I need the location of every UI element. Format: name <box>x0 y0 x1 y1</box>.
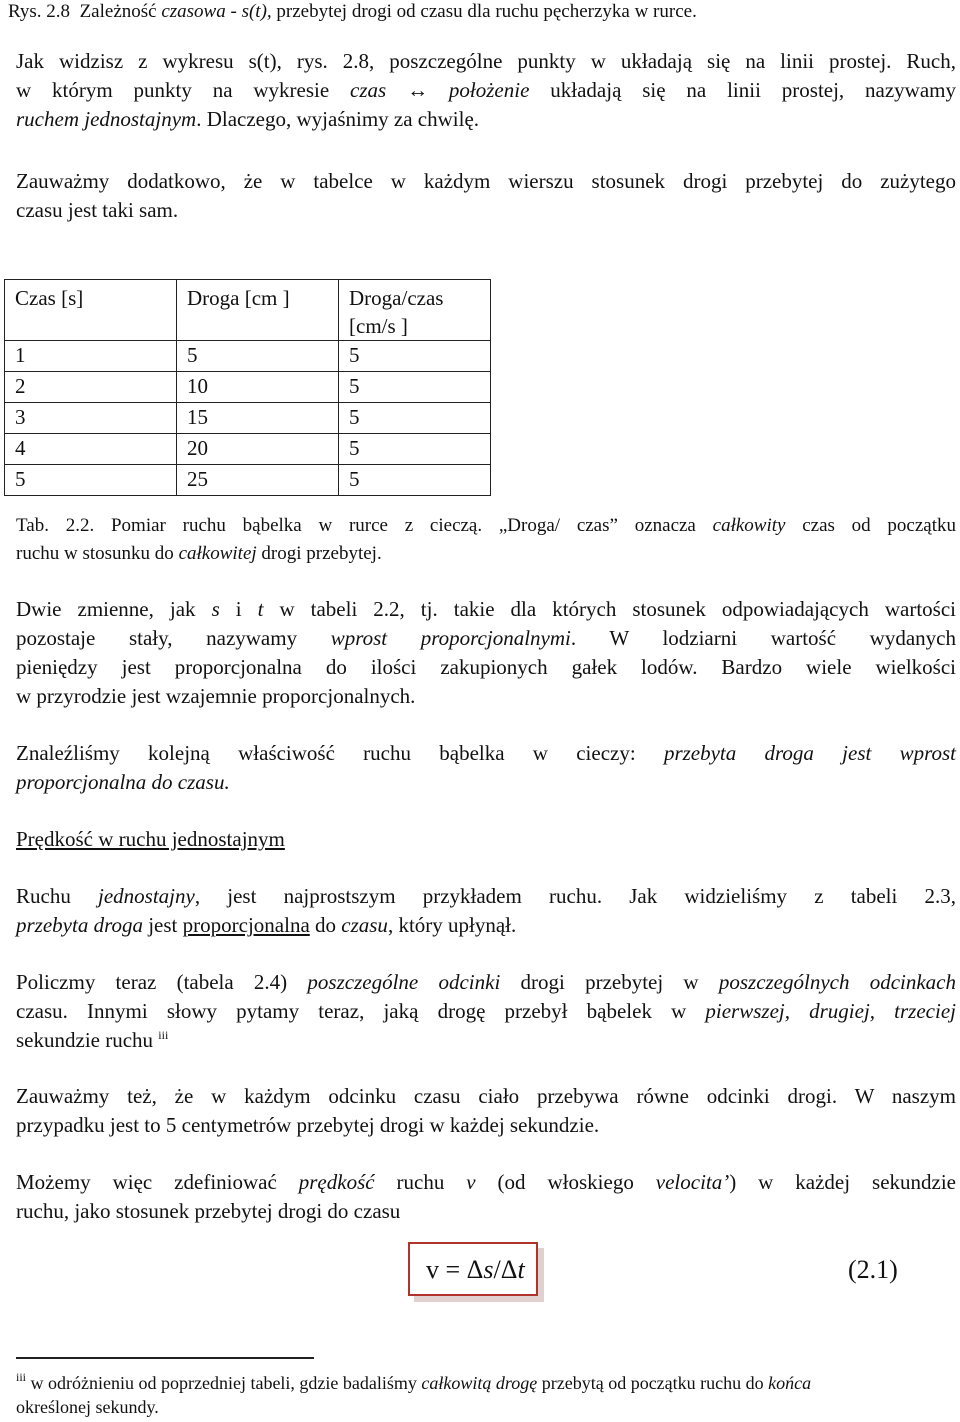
measurement-table <box>4 279 491 496</box>
header-distance: Droga [cm ] <box>177 280 339 341</box>
figure-caption: Rys. 2.8 Zależność czasowa - s(t), przebytej drogi od czasu dla ruchu pęcherzyka w rurce. <box>8 1 697 22</box>
paragraph-ratio-note: Zauważmy dodatkowo, że w tabelce w każdym wierszu stosunek drogi przebytej do zużytego czasu jest taki sam. <box>16 169 956 222</box>
table-header-row <box>5 280 491 341</box>
footnote: $^{iii}$ w odróżnieniu od poprzedniej tabeli, gdzie badaliśmy całkowitą drogę przebytą od początku ruchu do końca określonej sekundy. <box>16 1370 812 1417</box>
table-row: 2 10 5 <box>5 372 491 403</box>
paragraph-linear-motion: Jak widzisz z wykresu s(t), rys. 2.8, poszczególne punkty w układają się na linii prostej. Ruch, w którym punkty na wykresie czas ↔ położenie układają się na linii prostej, nazywamy ruchem jednostajnym. Dlaczego, wyjaśnimy za chwilę. <box>16 49 956 131</box>
header-ratio: Droga/czas [cm/s ] <box>339 280 491 341</box>
header-time: Czas [s] <box>5 280 177 341</box>
table-row: 5 25 5 <box>5 465 491 496</box>
table-caption: Tab. 2.2. Pomiar ruchu bąbelka w rurce z cieczą. „Droga/ czas” oznacza całkowity czas od początku ruchu w stosunku do całkowitej drogi przebytej. <box>16 515 956 564</box>
section-heading: Prędkość w ruchu jednostajnym <box>16 827 285 851</box>
paragraph-velocity-definition: Możemy więc zdefiniować prędkość ruchu v (od włoskiego velocita’) w każdej sekundzie ruchu, jako stosunek przebytej drogi do czasu <box>16 1170 956 1223</box>
paragraph-equal-segments: Zauważmy też, że w każdym odcinku czasu ciało przebywa równe odcinki drogi. W naszym przypadku jest to 5 centymetrów przebytej drogi w każdej sekundzie. <box>16 1084 956 1137</box>
paragraph-segments: Policzmy teraz (tabela 2.4) poszczególne odcinki drogi przebytej w poszczególnych odcinkach czasu. Innymi słowy pytamy teraz, jaką drogę przebył bąbelek w pierwszej, drugiej, trzeciej sekundzie ruchu $^{iii}$ <box>16 970 957 1052</box>
footnote-reference: iii <box>158 1028 169 1042</box>
paragraph-proportional: Dwie zmienne, jak s i t w tabeli 2.2, tj. takie dla których stosunek odpowiadających wartości pozostaje stały, nazywamy wprost proporcjonalnymi. W lodziarni wartość wydanych pieniędzy jest proporcjonalna do ilości zakupionych gałek lodów. Bardzo wiele wielkości w przyrodzie jest wzajemnie proporcjonalnych. <box>16 597 956 708</box>
paragraph-uniform-motion: Ruchu jednostajny, jest najprostszym przykładem ruchu. Jak widzieliśmy z tabeli 2.3, przebyta droga jest proporcjonalna do czasu, który upłynął. <box>16 884 956 937</box>
footnote-separator <box>16 1357 314 1359</box>
table-row: 4 20 5 <box>5 434 491 465</box>
table-row: 3 15 5 <box>5 403 491 434</box>
table-row: 1 5 5 <box>5 341 491 372</box>
velocity-equation: v = Δs/Δt <box>426 1255 525 1284</box>
paragraph-property: Znaleźliśmy kolejną właściwość ruchu bąbelka w cieczy: przebyta droga jest wprost proporcjonalna do czasu. <box>16 741 956 794</box>
equation-number: (2.1) <box>848 1255 898 1284</box>
